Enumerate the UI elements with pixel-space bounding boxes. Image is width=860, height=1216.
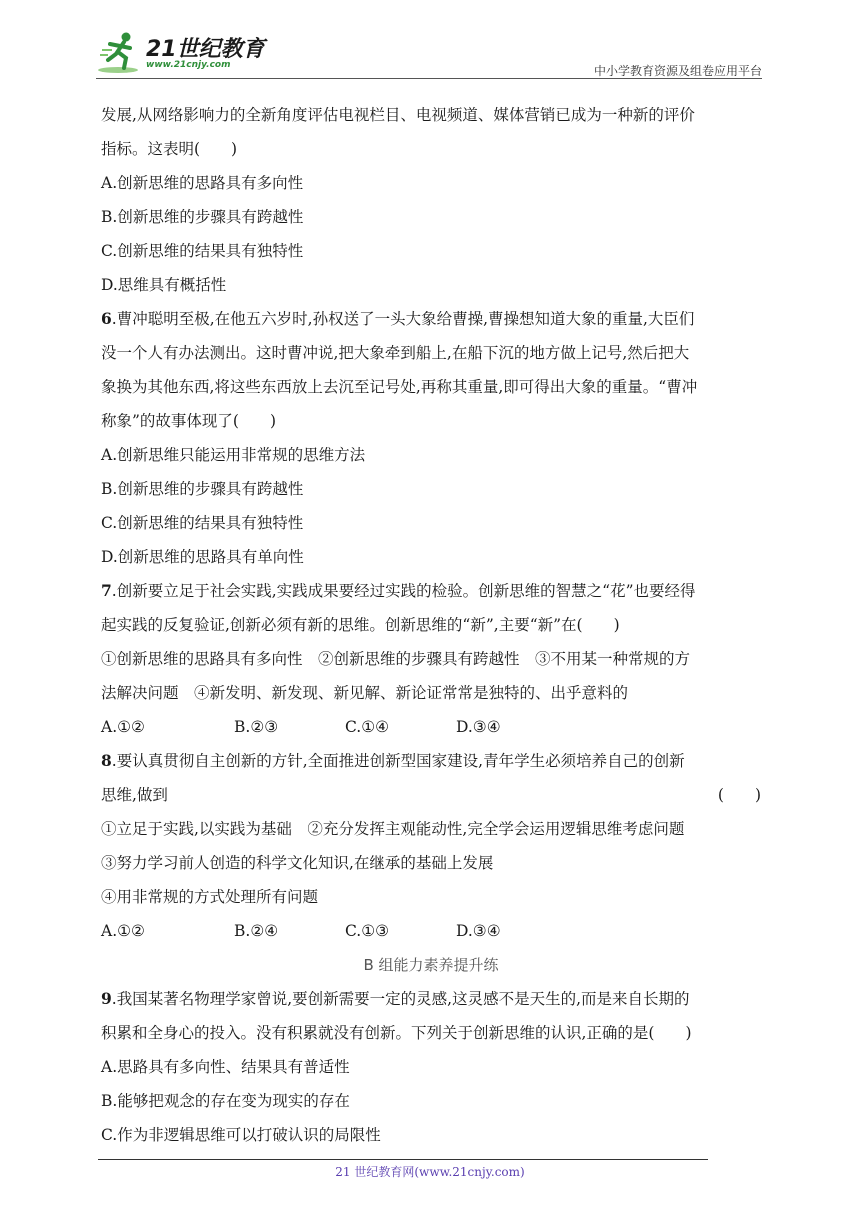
option-c: C.①④ <box>345 718 390 736</box>
statement-line: ①立足于实践,以实践为基础 ②充分发挥主观能动性,完全学会运用逻辑思维考虑问题 <box>101 820 685 838</box>
question-number: 6 <box>101 309 112 328</box>
question-6-line <box>101 302 761 336</box>
statement-line: ③努力学习前人创造的科学文化知识,在继承的基础上发展 <box>101 854 494 872</box>
statement-line: 法解决问题 ④新发明、新发现、新见解、新论证常常是独特的、出乎意料的 <box>101 684 629 702</box>
header-divider <box>96 78 762 79</box>
option-d: D.③④ <box>456 922 501 940</box>
page-footer: 21 世纪教育网(www.21cnjy.com) <box>335 1165 525 1179</box>
option-a: A.创新思维只能运用非常规的思维方法 <box>101 446 366 464</box>
option-c: C.①③ <box>345 922 390 940</box>
question-stem: 起实践的反复验证,创新必须有新的思维。创新思维的“新”,主要“新”在( ) <box>101 616 620 634</box>
document-body <box>101 98 761 1152</box>
question-text: .曹冲聪明至极,在他五六岁时,孙权送了一头大象给曹操,曹操想知道大象的重量,大臣们 <box>111 310 695 328</box>
option-c: C.创新思维的结果具有独特性 <box>101 242 304 260</box>
option-d: D.③④ <box>456 718 501 736</box>
question-text: .创新要立足于社会实践,实践成果要经过实践的检验。创新思维的智慧之“花”也要经得 <box>111 582 696 600</box>
question-8-line <box>101 744 761 778</box>
section-title: B 组能力素养提升练 <box>363 956 499 974</box>
option-d: D.思维具有概括性 <box>101 276 227 294</box>
option-a: A.思路具有多向性、结果具有普适性 <box>101 1058 350 1076</box>
option-a: A.①② <box>101 922 145 940</box>
logo-url: www.21cnjy.com <box>146 60 231 70</box>
question-stem: 称象”的故事体现了( ) <box>101 412 277 430</box>
question-number: 7 <box>101 581 112 600</box>
question-text: 思维,做到 <box>101 786 168 804</box>
question-text: .我国某著名物理学家曾说,要创新需要一定的灵感,这灵感不是天生的,而是来自长期的 <box>111 990 690 1008</box>
question-9-line <box>101 982 761 1016</box>
text-line: 象换为其他东西,将这些东西放上去沉至记号处,再称其重量,即可得出大象的重量。“曹冲 <box>101 378 698 396</box>
option-b: B.②④ <box>234 922 279 940</box>
option-b: B.创新思维的步骤具有跨越性 <box>101 208 304 226</box>
option-a: A.创新思维的思路具有多向性 <box>101 174 304 192</box>
statement-line: ④用非常规的方式处理所有问题 <box>101 888 319 906</box>
option-b: B.②③ <box>234 718 279 736</box>
footer-divider <box>98 1159 708 1160</box>
answer-paren: ( ) <box>717 786 761 804</box>
statement-line: ①创新思维的思路具有多向性 ②创新思维的步骤具有跨越性 ③不用某一种常规的方 <box>101 650 691 668</box>
page-header <box>96 22 762 80</box>
option-c: C.作为非逻辑思维可以打破认识的局限性 <box>101 1126 381 1144</box>
question-7-line <box>101 574 761 608</box>
option-c: C.创新思维的结果具有独特性 <box>101 514 304 532</box>
text-line: 发展,从网络影响力的全新角度评估电视栏目、电视频道、媒体营销已成为一种新的评价 <box>101 106 695 124</box>
question-number: 8 <box>101 751 112 770</box>
runner-logo-icon <box>96 30 144 74</box>
platform-label: 中小学教育资源及组卷应用平台 <box>593 64 762 78</box>
option-b: B.能够把观念的存在变为现实的存在 <box>101 1092 350 1110</box>
option-a: A.①② <box>101 718 145 736</box>
logo-text: 21世纪教育 <box>146 37 265 62</box>
text-line: 没一个人有办法测出。这时曹冲说,把大象牵到船上,在船下沉的地方做上记号,然后把大 <box>101 344 690 362</box>
question-stem: 指标。这表明( ) <box>101 140 238 158</box>
option-d: D.创新思维的思路具有单向性 <box>101 548 304 566</box>
options-row <box>101 914 761 948</box>
question-stem <box>101 778 761 812</box>
option-b: B.创新思维的步骤具有跨越性 <box>101 480 304 498</box>
question-text: .要认真贯彻自主创新的方针,全面推进创新型国家建设,青年学生必须培养自己的创新 <box>111 752 685 770</box>
logo <box>96 30 266 74</box>
options-row <box>101 710 761 744</box>
question-number: 9 <box>101 989 112 1008</box>
question-stem: 积累和全身心的投入。没有积累就没有创新。下列关于创新思维的认识,正确的是( ) <box>101 1024 692 1042</box>
